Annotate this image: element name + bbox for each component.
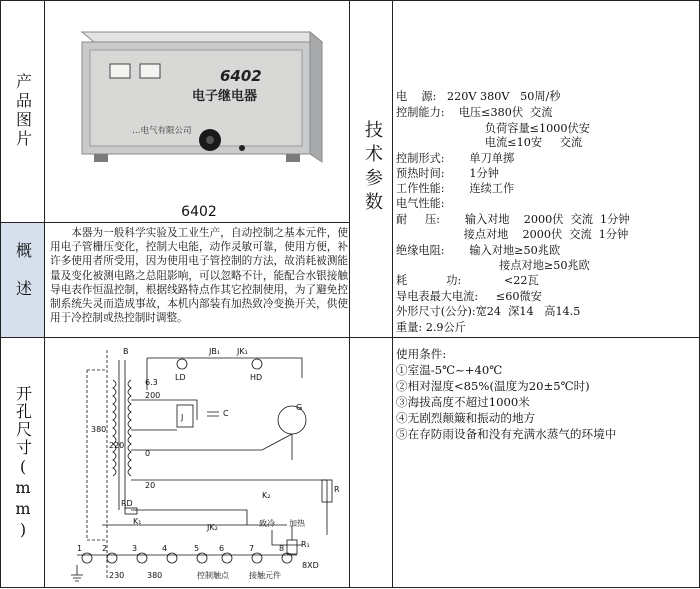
terminal-number: 2 <box>102 544 108 553</box>
spec-line: 负荷容量≤1000伏安 <box>396 122 590 135</box>
spec-line: 电 源: 220V 380V 50周/秒 <box>396 90 561 103</box>
wiring-diagram <box>47 340 347 585</box>
lamp-ld-icon <box>177 359 187 369</box>
label-200: 200 <box>145 391 161 400</box>
capacitor-c <box>207 412 219 416</box>
label-380: 380 <box>91 425 107 434</box>
condition-item: ③海拔高度不超过1000米 <box>396 395 530 409</box>
resistor-r1 <box>287 540 297 554</box>
label-8xd: 8XD <box>302 561 319 570</box>
label-hd: HD <box>250 373 263 382</box>
fuse-rd <box>125 508 137 514</box>
relay-foot-left <box>94 154 108 162</box>
conditions-title: 使用条件: <box>396 347 447 361</box>
relay-coil-wiring <box>131 400 197 430</box>
condition-item: ①室温-5℃~+40℃ <box>396 363 503 377</box>
label-j: J <box>181 413 184 422</box>
tech-params-title: 技术参数 <box>362 120 383 216</box>
condition-item: ⑤在存防雨设备和没有充满水蒸气的环境中 <box>396 427 617 441</box>
relay-box-side <box>310 32 322 162</box>
overview-description: 本器为一般科学实验及工业生产，自动控制之基本元件，使用电子管栅压变化，控制大电能，动作灵敏可靠，使用方便，补许多使用者所受用，因为使用电子管控制的方法，故消耗被测能量及变化被测电路之总阻影响，可以忽略不计，能配合水银接触导电表作恒温控制，根据线路特点作其它控制使用，为了避免控制系统失灵而造成事故，本机内部装有加热致冷变换开关，供使用于冷控制或热控制时调整。 <box>50 227 348 325</box>
terminal-1 <box>82 553 92 563</box>
photo-row-label: 产品图片 <box>13 73 33 149</box>
spec-line: 电流≤10安 交流 <box>396 136 583 149</box>
terminal-number: 8 <box>279 544 285 553</box>
terminal-number: 6 <box>219 544 225 553</box>
spec-line: 电气性能: <box>396 197 445 210</box>
faceplate-name: 电子继电器 <box>192 89 258 104</box>
label-c: C <box>223 409 229 418</box>
tech-title-divider <box>392 0 393 588</box>
label-cool: 致冷 <box>259 519 275 528</box>
label-jk1: JK₁ <box>237 347 248 356</box>
indicator-lamp-left <box>110 64 130 78</box>
label-heat: 加热 <box>289 519 305 528</box>
terminal-group-contact-element: 接触元件 <box>249 571 281 580</box>
terminal-4 <box>167 553 177 563</box>
label-20: 20 <box>145 481 156 490</box>
label-6-3v: 6.3 <box>145 378 158 387</box>
terminal-strip-8xd <box>82 553 292 563</box>
spec-line: 接点对地≥50兆欧 <box>396 259 590 272</box>
terminal-screw-icon <box>239 145 245 151</box>
lamp-wiring <box>147 358 302 390</box>
photo-row-divider <box>0 222 350 223</box>
spec-line: 耐 压: 输入对地 2000伏 交流 1分钟 <box>396 213 630 226</box>
terminal-group-control-contact: 控制触点 <box>197 571 229 580</box>
knob-center <box>206 136 214 144</box>
label-r: R <box>334 485 340 494</box>
relay-box-top <box>82 32 322 42</box>
condition-item: ②相对湿度<85%(温度为20±5℃时) <box>396 379 590 393</box>
ground-icon <box>71 565 83 581</box>
transformer-core <box>119 360 125 510</box>
lamp-hd-icon <box>252 359 262 369</box>
label-b: B <box>123 347 129 356</box>
terminal-7 <box>252 553 262 563</box>
product-model-caption: 6402 <box>181 204 217 220</box>
terminal-5 <box>197 553 207 563</box>
spec-line: 导电表最大电流: ≤60微安 <box>396 290 542 303</box>
label-k2: K₂ <box>262 491 271 500</box>
spec-line: 绝缘电阻: 输入对地≥50兆欧 <box>396 244 561 257</box>
terminal-number: 3 <box>132 544 138 553</box>
spec-line: 预热时间: 1分钟 <box>396 167 499 180</box>
label-0: 0 <box>145 449 151 458</box>
label-jk2: JK₂ <box>207 523 218 532</box>
diagram-row-label: 开孔尺寸(mm) <box>13 385 33 541</box>
left-right-divider <box>349 0 350 588</box>
faceplate-maker: …电气有限公司 <box>132 126 192 136</box>
label-g: G <box>296 403 303 412</box>
product-photo <box>60 8 330 194</box>
terminal-8 <box>282 553 292 563</box>
terminal-2 <box>107 553 117 563</box>
indicator-lamp-right <box>140 64 160 78</box>
spec-line: 重量: 2.9公斤 <box>396 321 466 334</box>
label-rd: RD <box>121 499 133 508</box>
spec-line: 外形尺寸(公分):宽24 深14 高14.5 <box>396 305 581 318</box>
terminal-group-230: 230 <box>109 571 125 580</box>
label-ld: LD <box>175 373 186 382</box>
terminal-number: 7 <box>249 544 255 553</box>
terminal-6 <box>222 553 232 563</box>
terminal-3 <box>137 553 147 563</box>
label-jb1: JB₁ <box>209 347 221 356</box>
secondary-winding <box>128 380 131 476</box>
terminal-number: 4 <box>162 544 168 553</box>
spec-line: 工作性能: 连续工作 <box>396 182 515 195</box>
primary-winding <box>113 380 116 476</box>
spec-line: 控制形式: 单刀单掷 <box>396 152 515 165</box>
label-k1: K₁ <box>133 517 142 526</box>
overview-row-divider <box>0 337 700 338</box>
overview-row-label: 概述 <box>1 223 44 337</box>
usage-conditions <box>396 346 696 442</box>
label-column-divider <box>44 0 45 588</box>
label-220: 220 <box>109 441 125 450</box>
terminal-group-380: 380 <box>147 571 163 580</box>
terminal-number: 5 <box>194 544 200 553</box>
spec-line: 耗 功: <22瓦 <box>396 274 539 287</box>
relay-coil-j <box>177 405 193 427</box>
terminal-number: 1 <box>77 544 83 553</box>
faceplate-model: 6402 <box>220 67 262 85</box>
spec-line: 接点对地 2000伏 交流 1分钟 <box>396 228 629 241</box>
spec-line: 控制能力: 电压≤380伏 交流 <box>396 106 553 119</box>
relay-foot-right <box>286 154 300 162</box>
condition-item: ④无剧烈颠簸和振动的地方 <box>396 411 536 425</box>
label-r1: R₁ <box>301 540 310 549</box>
